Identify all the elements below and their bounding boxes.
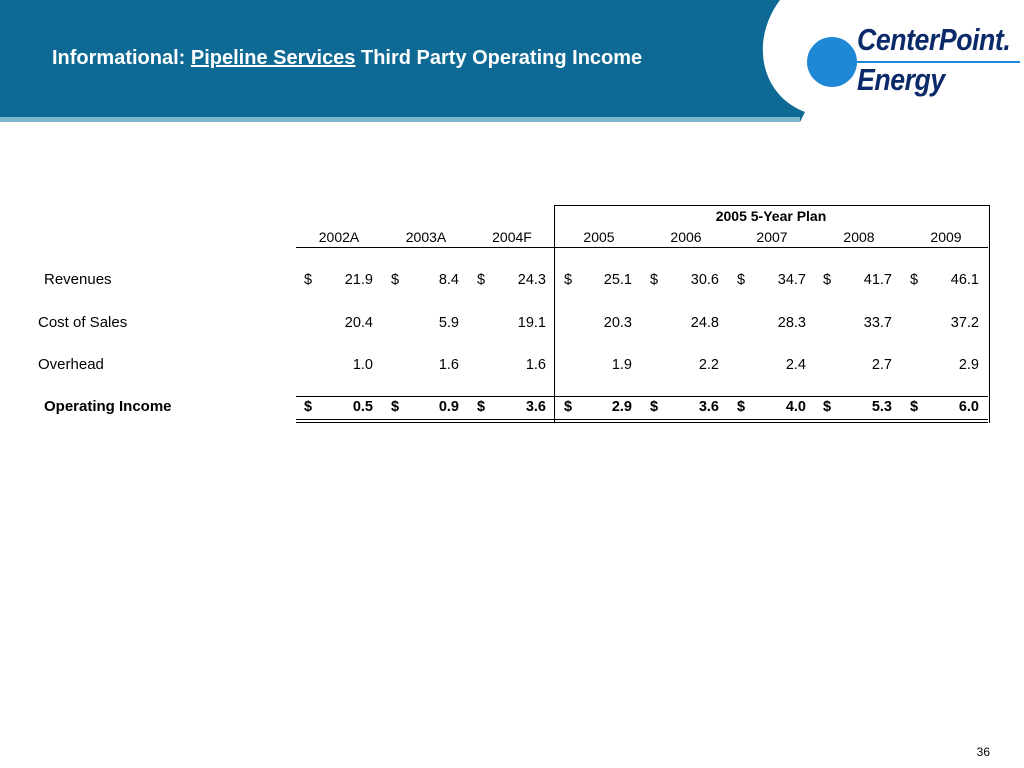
centerpoint-logo	[800, 22, 1020, 107]
row-label-cost-of-sales: Cost of Sales	[38, 314, 128, 331]
title-prefix: Informational:	[52, 47, 191, 69]
currency-symbol: $	[910, 272, 919, 288]
cell-operating-income-2008: 5.3	[871, 399, 892, 415]
cell-revenues-2004f: 24.3	[517, 272, 546, 288]
cell-revenues-2002a: 21.9	[344, 272, 373, 288]
cell-cost-of-sales-2009: 37.2	[950, 315, 979, 331]
cell-overhead-2009: 2.9	[958, 357, 979, 373]
cell-operating-income-2003a: 0.9	[438, 399, 459, 415]
currency-symbol: $	[823, 399, 832, 415]
cell-revenues-2009: 46.1	[950, 272, 979, 288]
cell-operating-income-2007: 4.0	[785, 399, 806, 415]
year-header-2008: 2008	[843, 229, 875, 245]
currency-symbol: $	[391, 272, 400, 288]
cell-cost-of-sales-2007: 28.3	[777, 315, 806, 331]
year-header-2007: 2007	[756, 229, 788, 245]
currency-symbol: $	[737, 272, 746, 288]
year-header-2004f: 2004F	[492, 229, 532, 245]
currency-symbol: $	[477, 272, 486, 288]
operating-income-double-rule	[296, 422, 988, 423]
currency-symbol: $	[564, 399, 573, 415]
currency-symbol: $	[650, 272, 659, 288]
cell-cost-of-sales-2005: 20.3	[603, 315, 632, 331]
operating-income-bottom-rule	[296, 419, 988, 420]
cell-operating-income-2005: 2.9	[611, 399, 632, 415]
cell-operating-income-2002a: 0.5	[352, 399, 373, 415]
cell-cost-of-sales-2006: 24.8	[690, 315, 719, 331]
cell-operating-income-2004f: 3.6	[525, 399, 546, 415]
cell-overhead-2006: 2.2	[698, 357, 719, 373]
header-rule	[296, 247, 988, 248]
currency-symbol: $	[391, 399, 400, 415]
cell-revenues-2007: 34.7	[777, 272, 806, 288]
row-label-overhead: Overhead	[38, 356, 104, 373]
row-label-operating-income: Operating Income	[44, 398, 172, 415]
cell-revenues-2008: 41.7	[863, 272, 892, 288]
cell-revenues-2005: 25.1	[603, 272, 632, 288]
cell-revenues-2003a: 8.4	[438, 272, 459, 288]
page-title	[52, 47, 642, 70]
year-header-2006: 2006	[670, 229, 702, 245]
cell-overhead-2008: 2.7	[871, 357, 892, 373]
cell-overhead-2005: 1.9	[611, 357, 632, 373]
title-underlined: Pipeline Services	[190, 47, 356, 69]
year-header-2002a: 2002A	[318, 229, 360, 245]
cell-revenues-2006: 30.6	[690, 272, 719, 288]
year-header-2005: 2005	[583, 229, 615, 245]
cell-operating-income-2006: 3.6	[698, 399, 719, 415]
cell-overhead-2004f: 1.6	[525, 357, 546, 373]
page-number: 36	[976, 745, 990, 759]
title-suffix: Third Party Operating Income	[355, 47, 643, 69]
logo-text-line1: CenterPoint.	[857, 22, 1011, 57]
cell-cost-of-sales-2008: 33.7	[863, 315, 892, 331]
year-header-2003a: 2003A	[405, 229, 447, 245]
cell-cost-of-sales-2004f: 19.1	[517, 315, 546, 331]
operating-income-top-rule	[296, 396, 988, 397]
currency-symbol: $	[823, 272, 832, 288]
plan-title: 2005 5-Year Plan	[715, 208, 827, 224]
currency-symbol: $	[910, 399, 919, 415]
logo-text-line2: Energy	[857, 62, 945, 97]
cell-cost-of-sales-2003a: 5.9	[438, 315, 459, 331]
currency-symbol: $	[737, 399, 746, 415]
currency-symbol: $	[477, 399, 486, 415]
cell-operating-income-2009: 6.0	[958, 399, 979, 415]
row-label-revenues: Revenues	[44, 271, 112, 288]
currency-symbol: $	[304, 399, 313, 415]
currency-symbol: $	[304, 272, 313, 288]
cell-cost-of-sales-2002a: 20.4	[344, 315, 373, 331]
cell-overhead-2003a: 1.6	[438, 357, 459, 373]
currency-symbol: $	[650, 399, 659, 415]
cell-overhead-2002a: 1.0	[352, 357, 373, 373]
year-header-2009: 2009	[930, 229, 962, 245]
currency-symbol: $	[564, 272, 573, 288]
cell-overhead-2007: 2.4	[785, 357, 806, 373]
